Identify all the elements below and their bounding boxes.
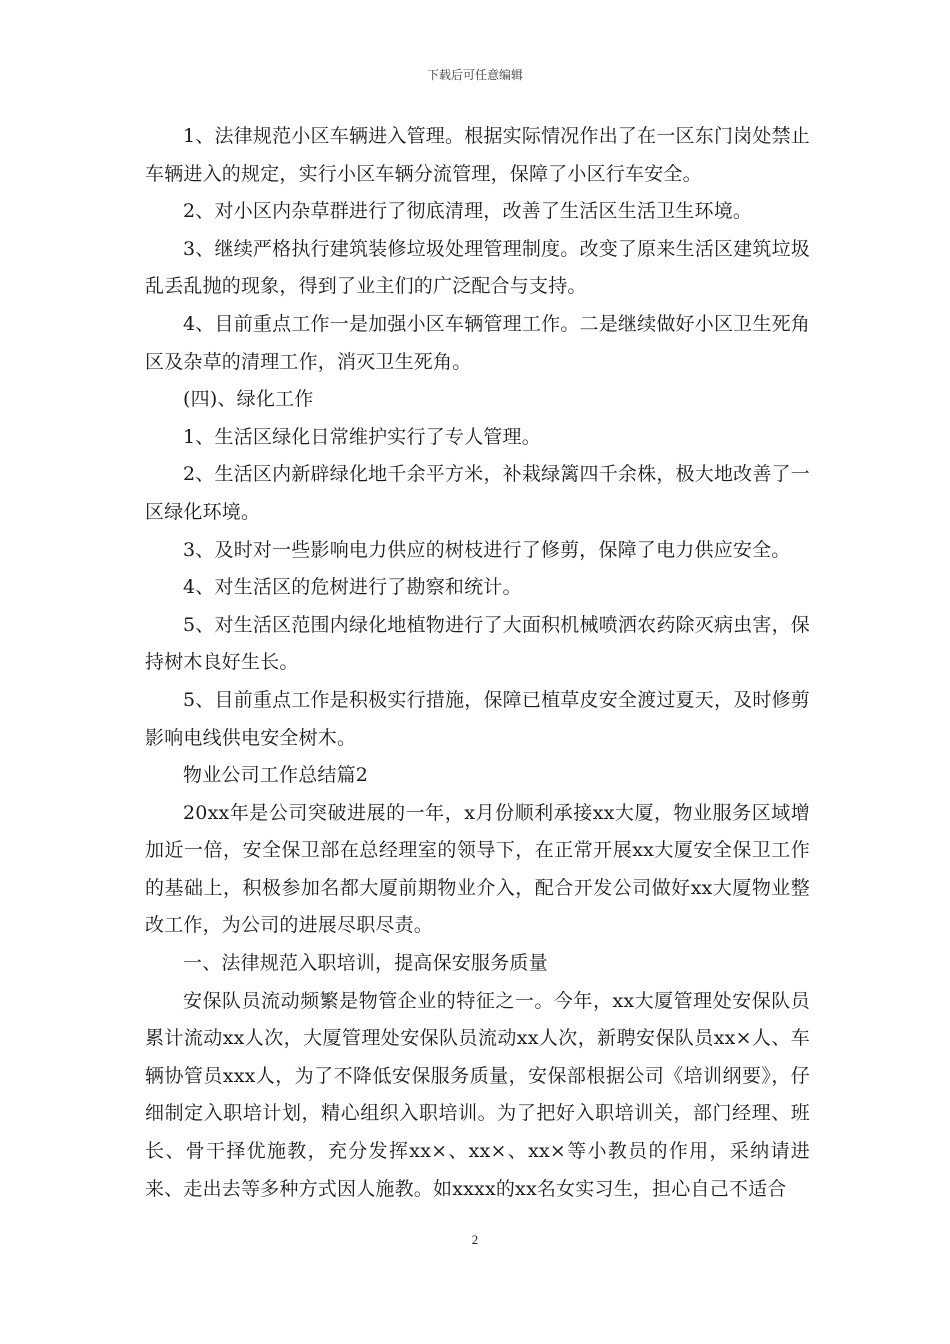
paragraph: 2、对小区内杂草群进行了彻底清理，改善了生活区生活卫生环境。 <box>183 200 753 223</box>
section-heading: (四)、绿化工作 <box>183 388 314 411</box>
paragraph: 4、对生活区的危树进行了勘察和统计。 <box>183 576 522 599</box>
paragraph: 2、生活区内新辟绿化地千余平方米，补栽绿篱四千余株，极大地改善了一区绿化环境。 <box>145 463 810 523</box>
paragraph: 3、及时对一些影响电力供应的树枝进行了修剪，保障了电力供应安全。 <box>183 538 791 561</box>
section-heading: 一、法律规范入职培训，提高保安服务质量 <box>183 952 548 975</box>
page-header: 下载后可任意编辑 <box>426 68 523 82</box>
paragraph: 1、生活区绿化日常维护实行了专人管理。 <box>183 425 541 448</box>
paragraph: 3、继续严格执行建筑装修垃圾处理管理制度。改变了原来生活区建筑垃圾乱丢乱抛的现象，得到了业主们的广泛配合与支持。 <box>145 237 810 298</box>
paragraph: 20xx年是公司突破进展的一年，x月份顺利承接xx大厦，物业服务区域增加近一倍，安全保卫部在总经理室的领导下，在正常开展xx大厦安全保卫工作的基础上，积极参加名都大厦前期物业介入，配合开发公司做好xx大厦物业整改工作，为公司的进展尽职尽责。 <box>145 801 810 937</box>
page-number: 2 <box>471 1232 479 1247</box>
paragraph: 4、目前重点工作一是加强小区车辆管理工作。二是继续做好小区卫生死角区及杂草的清理工作，消灭卫生死角。 <box>145 312 810 373</box>
article-title: 物业公司工作总结篇2 <box>183 764 369 787</box>
document-body <box>145 118 810 1208</box>
paragraph: 5、目前重点工作是积极实行措施，保障已植草皮安全渡过夏天，及时修剪影响电线供电安全树木。 <box>145 688 810 749</box>
paragraph: 安保队员流动频繁是物管企业的特征之一。今年，xx大厦管理处安保队员累计流动xx人次，大厦管理处安保队员流动xx人次，新聘安保队员xx×人、车辆协管员xxx人，为了不降低安保服务质量，安保部根据公司《培训纲要》，仔细制定入职培计划，精心组织入职培训。为了把好入职培训关，部门经理、班长、骨干择优施教，充分发挥xx×、xx×、xx×等小教员的作用，采纳请进来、走出去等多种方式因人施教。如xxxx的xx名女实习生，担心自己不适合 <box>145 989 810 1200</box>
paragraph: 5、对生活区范围内绿化地植物进行了大面积机械喷洒农药除灭病虫害，保持树木良好生长。 <box>145 613 810 674</box>
paragraph: 1、法律规范小区车辆进入管理。根据实际情况作出了在一区东门岗处禁止车辆进入的规定，实行小区车辆分流管理，保障了小区行车安全。 <box>145 125 810 185</box>
